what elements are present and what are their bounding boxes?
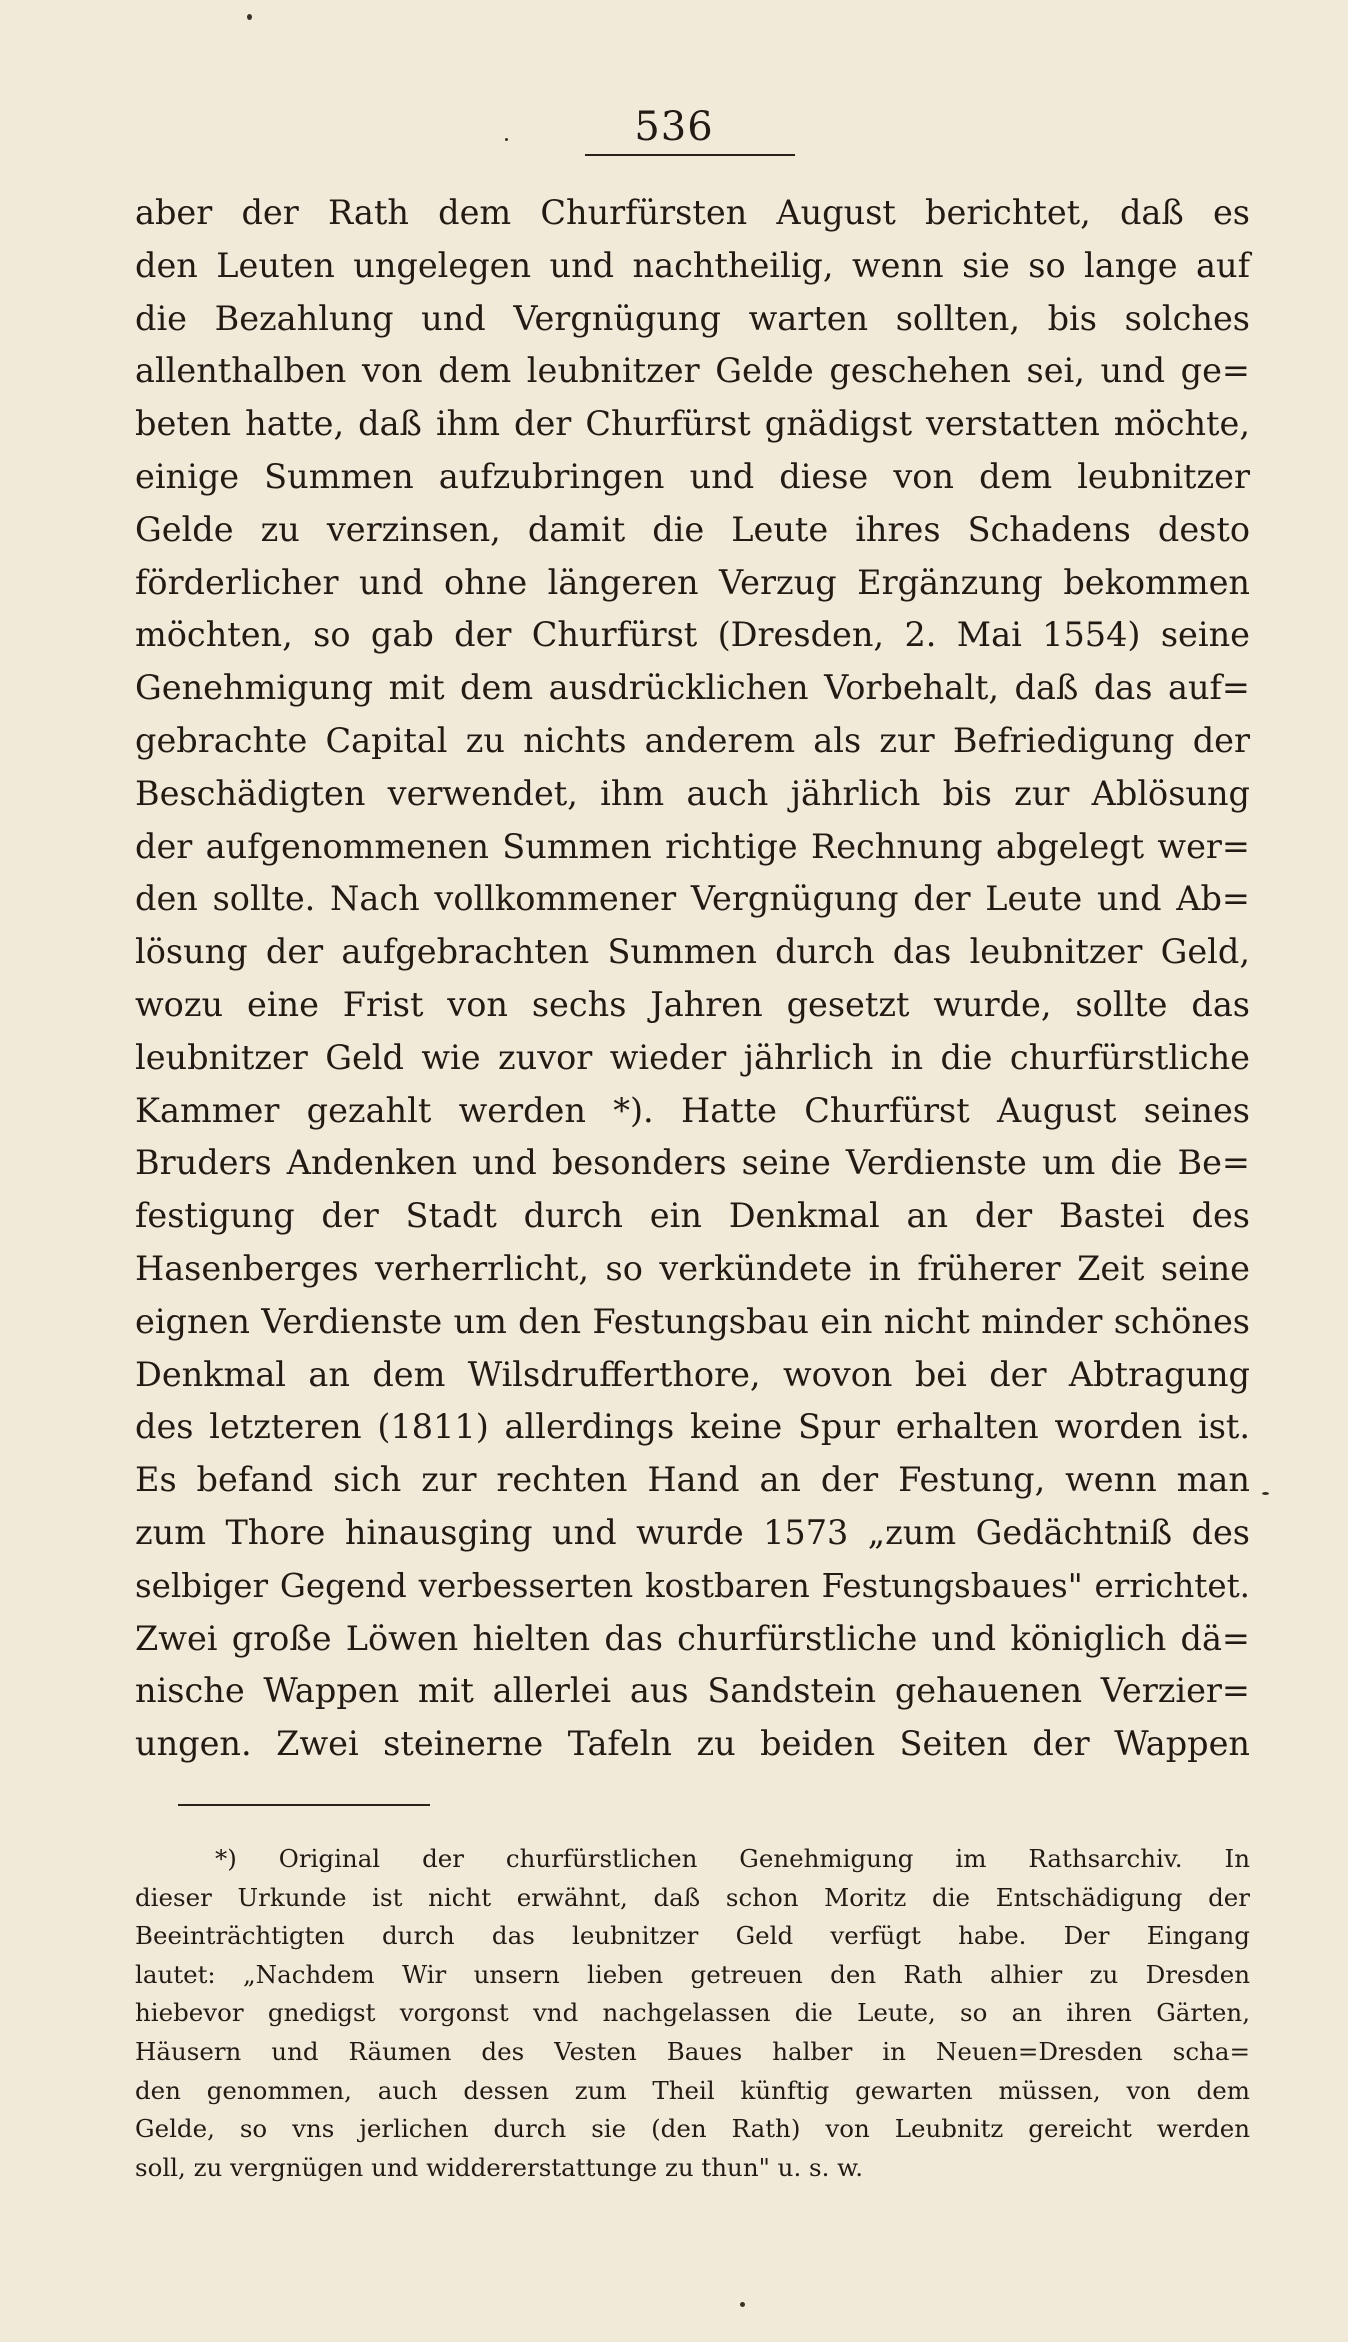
body-line: einige Summen aufzubringen und diese von dem leubnitzer bbox=[135, 456, 1250, 496]
body-line: selbiger Gegend verbesserten kostbaren Festungsbaues" errichtet. bbox=[135, 1566, 1250, 1605]
footnote-line: hiebevor gnedigst vorgonst vnd nachgelassen die Leute, so an ihren Gärten, bbox=[135, 1998, 1250, 2028]
body-text bbox=[135, 187, 1250, 1771]
body-line: festigung der Stadt durch ein Denkmal an der Bastei des bbox=[135, 1196, 1250, 1236]
body-line: möchten, so gab der Churfürst (Dresden, 2. Mai 1554) seine bbox=[135, 615, 1250, 655]
footnote-line: soll, zu vergnügen und widdererstattunge zu thun" u. s. w. bbox=[135, 2152, 864, 2182]
body-line: den sollte. Nach vollkommener Vergnügung der Leute und Ab= bbox=[135, 879, 1250, 919]
body-line: des letzteren (1811) allerdings keine Spur erhalten worden ist. bbox=[135, 1407, 1250, 1447]
body-line: leubnitzer Geld wie zuvor wieder jährlich in die churfürstliche bbox=[135, 1037, 1250, 1077]
body-line: allenthalben von dem leubnitzer Gelde geschehen sei, und ge= bbox=[135, 351, 1250, 391]
header-rule bbox=[585, 154, 795, 156]
footnote-line: den genommen, auch dessen zum Theil künftig gewarten müssen, von dem bbox=[135, 2075, 1250, 2105]
body-line: beten hatte, daß ihm der Churfürst gnädigst verstatten möchte, bbox=[135, 404, 1250, 444]
body-line: Bruders Andenken und besonders seine Verdienste um die Be= bbox=[135, 1143, 1250, 1183]
body-line: gebrachte Capital zu nichts anderem als zur Befriedigung der bbox=[135, 720, 1250, 760]
body-line: Hasenberges verherrlicht, so verkündete in früherer Zeit seine bbox=[135, 1248, 1250, 1288]
page-number: 536 bbox=[634, 104, 714, 150]
print-speck bbox=[740, 2302, 745, 2307]
footnote-line: Häusern und Räumen des Vesten Baues halber in Neuen=Dresden scha= bbox=[135, 2036, 1250, 2066]
body-line: Denkmal an dem Wilsdrufferthore, wovon bei der Abtragung bbox=[135, 1354, 1250, 1394]
body-line: förderlicher und ohne längeren Verzug Ergänzung bekommen bbox=[135, 562, 1250, 602]
body-line: der aufgenommenen Summen richtige Rechnung abgelegt wer= bbox=[135, 826, 1250, 866]
print-speck bbox=[505, 138, 508, 141]
body-line: Beschädigten verwendet, ihm auch jährlich bis zur Ablösung bbox=[135, 773, 1250, 813]
footnote-line: dieser Urkunde ist nicht erwähnt, daß schon Moritz die Entschädigung der bbox=[135, 1882, 1250, 1912]
body-line: Gelde zu verzinsen, damit die Leute ihres Schadens desto bbox=[135, 509, 1250, 549]
footnote bbox=[135, 1840, 1250, 2187]
body-line: den Leuten ungelegen und nachtheilig, wenn sie so lange auf bbox=[135, 245, 1250, 285]
footnote-line: *) Original der churfürstlichen Genehmigung im Rathsarchiv. In bbox=[215, 1844, 1250, 1873]
body-line: Zwei große Löwen hielten das churfürstliche und königlich dä= bbox=[135, 1618, 1250, 1658]
body-line: nische Wappen mit allerlei aus Sandstein gehauenen Verzier= bbox=[135, 1671, 1250, 1711]
body-line: eignen Verdienste um den Festungsbau ein nicht minder schönes bbox=[135, 1301, 1250, 1341]
footnote-rule bbox=[178, 1804, 430, 1806]
body-line: Kammer gezahlt werden *). Hatte Churfürst August seines bbox=[135, 1090, 1250, 1130]
footnote-line: lautet: „Nachdem Wir unsern lieben getreuen den Rath alhier zu Dresden bbox=[135, 1959, 1250, 1989]
body-line: zum Thore hinausging und wurde 1573 „zum Gedächtniß des bbox=[135, 1512, 1250, 1552]
print-speck bbox=[1262, 1492, 1269, 1495]
print-speck bbox=[247, 14, 252, 20]
body-line: die Bezahlung und Vergnügung warten sollten, bis solches bbox=[135, 298, 1250, 338]
body-line: wozu eine Frist von sechs Jahren gesetzt wurde, sollte das bbox=[135, 984, 1250, 1024]
body-line: Genehmigung mit dem ausdrücklichen Vorbehalt, daß das auf= bbox=[135, 668, 1250, 708]
footnote-line: Gelde, so vns jerlichen durch sie (den Rath) von Leubnitz gereicht werden bbox=[135, 2114, 1250, 2144]
body-line: aber der Rath dem Churfürsten August berichtet, daß es bbox=[135, 193, 1250, 232]
body-line: Es befand sich zur rechten Hand an der Festung, wenn man bbox=[135, 1460, 1250, 1500]
body-line: lösung der aufgebrachten Summen durch das leubnitzer Geld, bbox=[135, 932, 1250, 972]
footnote-line: Beeinträchtigten durch das leubnitzer Geld verfügt habe. Der Eingang bbox=[135, 1921, 1250, 1951]
body-line: ungen. Zwei steinerne Tafeln zu beiden Seiten der Wappen bbox=[135, 1724, 1250, 1764]
